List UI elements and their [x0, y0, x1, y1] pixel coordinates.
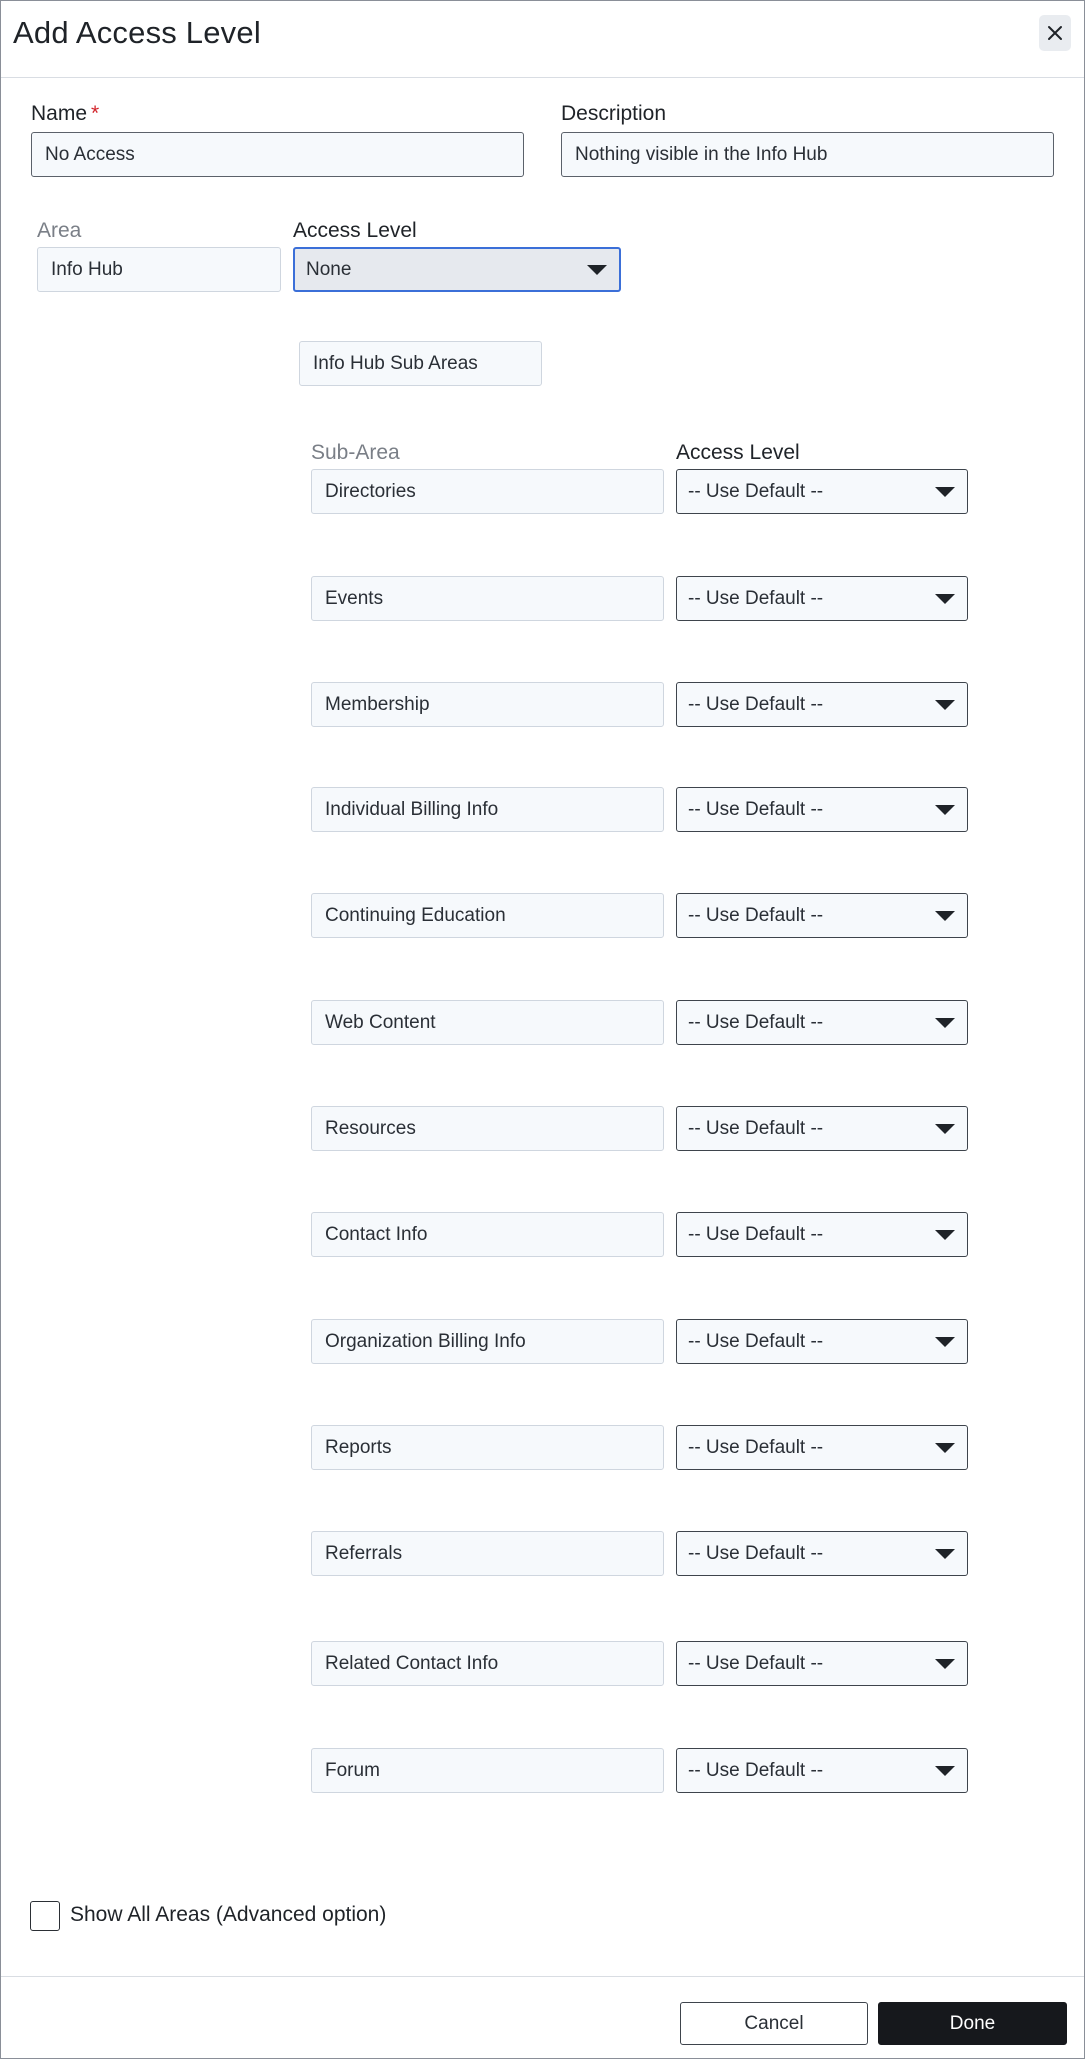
area-value: Info Hub [37, 247, 281, 292]
description-label: Description [561, 102, 667, 125]
chevron-down-icon [935, 1018, 955, 1028]
sub-area-name: Web Content [311, 1000, 664, 1045]
chevron-down-icon [935, 1549, 955, 1559]
sub-area-name: Organization Billing Info [311, 1319, 664, 1364]
chevron-down-icon [935, 487, 955, 497]
close-button[interactable] [1039, 15, 1071, 51]
sub-area-access-level-select[interactable] [676, 787, 968, 832]
sub-area-name: Events [311, 576, 664, 621]
sub-area-access-level-select[interactable] [676, 1641, 968, 1686]
area-label: Area [37, 219, 82, 242]
sub-area-access-level-value: -- Use Default -- [688, 1652, 824, 1674]
sub-area-name: Referrals [311, 1531, 664, 1576]
sub-area-name: Directories [311, 469, 664, 514]
sub-area-access-level-value: -- Use Default -- [688, 1759, 824, 1781]
sub-area-name: Resources [311, 1106, 664, 1151]
chevron-down-icon [587, 265, 607, 275]
sub-area-name: Contact Info [311, 1212, 664, 1257]
dialog-header [1, 1, 1084, 78]
name-label-text: Name [31, 102, 88, 125]
sub-area-name: Related Contact Info [311, 1641, 664, 1686]
close-icon [1046, 24, 1064, 42]
chevron-down-icon [935, 1766, 955, 1776]
description-input[interactable]: Nothing visible in the Info Hub [561, 132, 1054, 177]
sub-area-name: Reports [311, 1425, 664, 1470]
footer-divider [1, 1976, 1084, 1977]
sub-area-access-level-select[interactable] [676, 893, 968, 938]
sub-area-access-level-value: -- Use Default -- [688, 1330, 824, 1352]
sub-area-access-level-value: -- Use Default -- [688, 1011, 824, 1033]
sub-area-access-level-value: -- Use Default -- [688, 1542, 824, 1564]
sub-area-access-level-value: -- Use Default -- [688, 1117, 824, 1139]
access-level-label: Access Level [293, 219, 417, 242]
show-all-areas-checkbox[interactable] [30, 1901, 60, 1931]
sub-area-access-level-value: -- Use Default -- [688, 587, 824, 609]
sub-area-access-level-value: -- Use Default -- [688, 480, 824, 502]
chevron-down-icon [935, 1337, 955, 1347]
required-marker: * [91, 102, 100, 125]
sub-area-name: Membership [311, 682, 664, 727]
done-button[interactable]: Done [878, 2002, 1067, 2045]
sub-area-access-level-label: Access Level [676, 441, 800, 464]
sub-areas-button[interactable]: Info Hub Sub Areas [299, 341, 542, 386]
sub-area-name: Continuing Education [311, 893, 664, 938]
sub-area-access-level-select[interactable] [676, 1212, 968, 1257]
chevron-down-icon [935, 594, 955, 604]
chevron-down-icon [935, 1659, 955, 1669]
sub-area-name: Forum [311, 1748, 664, 1793]
chevron-down-icon [935, 700, 955, 710]
sub-area-access-level-value: -- Use Default -- [688, 1223, 824, 1245]
chevron-down-icon [935, 1124, 955, 1134]
sub-area-access-level-select[interactable] [676, 1106, 968, 1151]
chevron-down-icon [935, 805, 955, 815]
sub-area-access-level-select[interactable] [676, 469, 968, 514]
access-level-select-value: None [306, 258, 352, 280]
show-all-areas-label: Show All Areas (Advanced option) [70, 1903, 387, 1926]
sub-area-access-level-select[interactable] [676, 1531, 968, 1576]
cancel-button[interactable]: Cancel [680, 2002, 868, 2045]
chevron-down-icon [935, 1230, 955, 1240]
sub-area-access-level-value: -- Use Default -- [688, 798, 824, 820]
sub-area-label: Sub-Area [311, 441, 400, 464]
sub-area-access-level-value: -- Use Default -- [688, 1436, 824, 1458]
sub-area-name: Individual Billing Info [311, 787, 664, 832]
chevron-down-icon [935, 911, 955, 921]
sub-area-access-level-select[interactable] [676, 1748, 968, 1793]
sub-area-access-level-select[interactable] [676, 576, 968, 621]
sub-area-access-level-select[interactable] [676, 682, 968, 727]
sub-area-access-level-select[interactable] [676, 1319, 968, 1364]
sub-area-access-level-select[interactable] [676, 1000, 968, 1045]
name-input[interactable]: No Access [31, 132, 524, 177]
sub-area-access-level-select[interactable] [676, 1425, 968, 1470]
access-level-select[interactable] [293, 247, 621, 292]
sub-area-access-level-value: -- Use Default -- [688, 693, 824, 715]
chevron-down-icon [935, 1443, 955, 1453]
dialog-title: Add Access Level [13, 15, 261, 50]
name-label [31, 102, 99, 126]
sub-area-access-level-value: -- Use Default -- [688, 904, 824, 926]
